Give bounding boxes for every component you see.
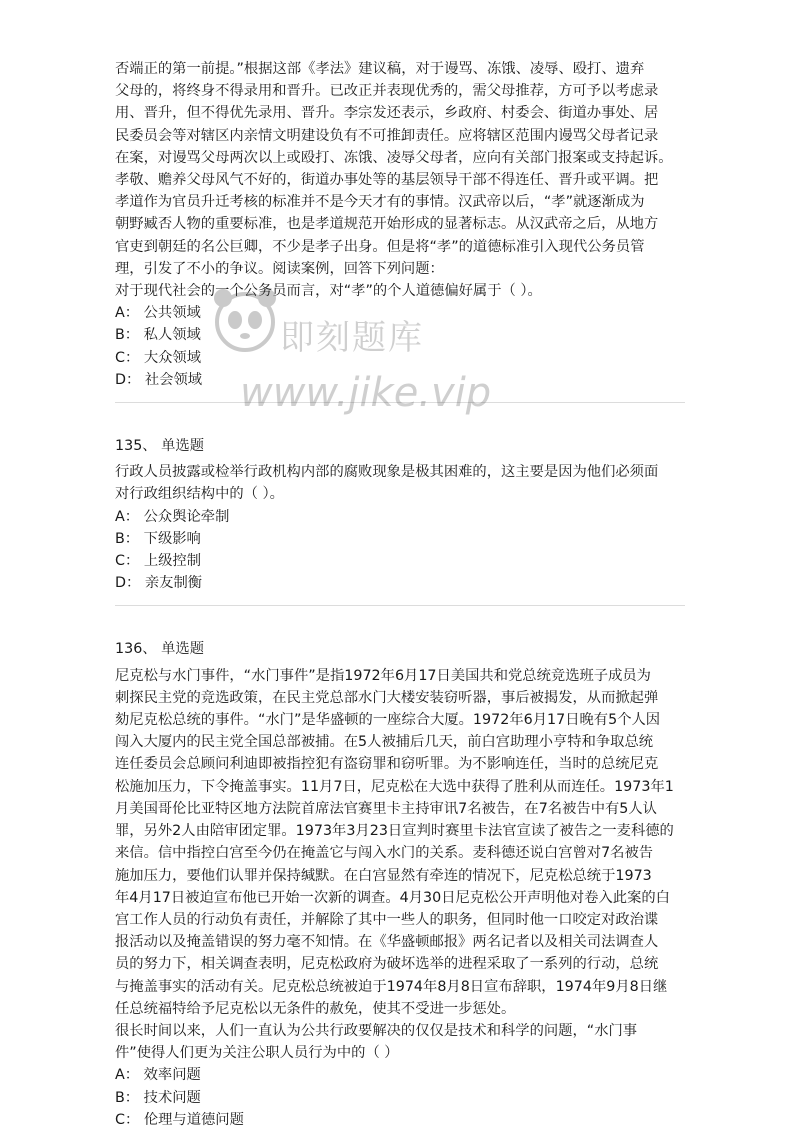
question-line: 与掩盖事实的活动有关。尼克松总统被迫于1974年8月8日宣布辞职，1974年9月8日继 xyxy=(115,978,668,995)
question-line: 施加压力，要他们认罪并保持缄默。在白宫显然有牵连的情况下，尼克松总统于1973 xyxy=(115,867,652,884)
option-text: 私人领域 xyxy=(143,327,201,344)
option-label: A： xyxy=(115,1067,140,1084)
passage-line: 在案，对谩骂父母两次以上或殴打、冻饿、凌辱父母者，应向有关部门报案或支持起诉。 xyxy=(115,149,673,166)
option-text: 大众领域 xyxy=(143,349,202,366)
question-header xyxy=(115,435,685,457)
question-line: 连任委员会总顾问利迪即被指控犯有盗窃罪和窃听罪。为不影响连任，当时的总统尼克 xyxy=(115,756,659,773)
option-c[interactable] xyxy=(115,1109,685,1131)
option-text: 公共领域 xyxy=(143,305,201,322)
option-label: B： xyxy=(115,530,140,547)
passage-line: 官吏到朝廷的名公巨卿，不少是孝子出身。但是将“孝”的道德标准引入现代公务员管 xyxy=(115,238,645,255)
option-label: A： xyxy=(115,508,140,525)
question-number: 136、 xyxy=(115,641,157,658)
question-stem: 对于现代社会的一个公务员而言，对“孝”的个人道德偏好属于（ ）。 xyxy=(115,283,542,300)
option-text: 上级控制 xyxy=(143,553,202,570)
question-type: 单选题 xyxy=(161,641,205,658)
passage-line: 父母的，将终身不得录用和晋升。已改正并表现优秀的，需父母推荐，方可予以考虑录 xyxy=(115,83,659,100)
passage-line: 用、晋升，但不得优先录用、晋升。李宗发还表示，乡政府、村委会、街道办事处、居 xyxy=(115,105,659,122)
option-c[interactable] xyxy=(115,550,685,572)
divider xyxy=(115,402,685,403)
exam-page xyxy=(115,58,685,1131)
question-line: 报活动以及掩盖错误的努力毫不知情。在《华盛顿邮报》两名记者以及相关司法调查人 xyxy=(115,934,659,951)
question-line: 尼克松与水门事件，“水门事件”是指1972年6月17日美国共和党总统竞选班子成员为 xyxy=(115,667,651,684)
option-text: 下级影响 xyxy=(143,530,201,547)
option-b[interactable] xyxy=(115,528,685,550)
passage-line: 民委员会等对辖区内亲情文明建设负有不可推卸责任。应将辖区范围内谩骂父母者记录 xyxy=(115,127,659,144)
option-label: D： xyxy=(115,575,141,592)
option-b[interactable] xyxy=(115,324,685,346)
option-text: 公众舆论牵制 xyxy=(143,508,230,525)
option-text: 社会领域 xyxy=(144,371,203,388)
question-line: 年4月17日被迫宣布他已开始一次新的调查。4月30日尼克松公开声明他对卷入此案的白 xyxy=(115,889,670,906)
option-d[interactable] xyxy=(115,369,685,391)
question-line: 对行政组织结构中的（ ）。 xyxy=(115,486,284,503)
passage-line: 否端正的第一前提。”根据这部《孝法》建议稿，对于谩骂、冻饿、凌辱、殴打、遗弃 xyxy=(115,61,645,77)
option-c[interactable] xyxy=(115,347,685,369)
option-text: 亲友制衡 xyxy=(144,575,203,592)
intro-passage xyxy=(115,58,685,391)
option-text: 伦理与道德问题 xyxy=(143,1111,244,1128)
option-text: 效率问题 xyxy=(143,1067,201,1084)
question-stem: 件”使得人们更为关注公职人员行为中的（ ） xyxy=(115,1045,399,1062)
question-header xyxy=(115,638,685,660)
question-line: 宫工作人员的行动负有责任，并解除了其中一些人的职务，但同时他一口咬定对政治谍 xyxy=(115,911,659,928)
passage-line: 孝道作为官员升迁考核的标准并不是今天才有的事情。汉武帝以后，“孝”就逐渐成为 xyxy=(115,194,645,211)
option-a[interactable] xyxy=(115,506,685,528)
passage-line: 朝野臧否人物的重要标准，也是孝道规范开始形成的显著标志。从汉武帝之后，从地方 xyxy=(115,216,659,233)
question-line: 员的努力下，相关调查表明，尼克松政府为破坏选举的进程采取了一系列的行动，总统 xyxy=(115,956,659,973)
option-label: B： xyxy=(115,1089,140,1106)
watermark-url: www.jike.vip xyxy=(240,370,492,416)
option-label: C： xyxy=(115,553,140,570)
question-136 xyxy=(115,638,685,1130)
question-line: 劾尼克松总统的事件。“水门”是华盛顿的一座综合大厦。1972年6月17日晚有5个人因 xyxy=(115,712,661,729)
option-label: C： xyxy=(115,1111,140,1128)
watermark-brand: 即刻题库 xyxy=(280,318,424,358)
option-label: A： xyxy=(115,305,140,322)
question-line: 月美国哥伦比亚特区地方法院首席法官赛里卡主持审讯7名被告，在7名被告中有5人认 xyxy=(115,800,657,817)
option-a[interactable] xyxy=(115,302,685,324)
question-stem: 很长时间以来，人们一直认为公共行政要解决的仅仅是技术和科学的问题，“水门事 xyxy=(115,1022,638,1039)
option-label: B： xyxy=(115,327,140,344)
question-line: 罪，另外2人由陪审团定罪。1973年3月23日宣判时赛里卡法官宣读了被告之一麦科德的 xyxy=(115,823,674,840)
question-number: 135、 xyxy=(115,438,157,455)
option-d[interactable] xyxy=(115,572,685,594)
passage-line: 理，引发了不小的争议。阅读案例，回答下列问题： xyxy=(115,260,444,277)
option-label: D： xyxy=(115,371,141,388)
question-line: 刺探民主党的竞选政策，在民主党总部水门大楼安装窃听器，事后被揭发，从而掀起弹 xyxy=(115,689,659,706)
question-line: 来信。信中指控白宫至今仍在掩盖它与闯入水门的关系。麦科德还说白宫曾对7名被告 xyxy=(115,845,654,862)
option-b[interactable] xyxy=(115,1087,685,1109)
question-line: 闯入大厦内的民主党全国总部被捕。在5人被捕后几天，前白宫助理小亨特和争取总统 xyxy=(115,734,654,751)
question-type: 单选题 xyxy=(161,438,205,455)
option-a[interactable] xyxy=(115,1064,685,1086)
option-text: 技术问题 xyxy=(143,1089,201,1106)
question-line: 任总统福特给予尼克松以无条件的赦免，使其不受进一步惩处。 xyxy=(115,1000,516,1017)
question-line: 行政人员披露或检举行政机构内部的腐败现象是极其困难的，这主要是因为他们必须面 xyxy=(115,464,659,481)
passage-line: 孝敬、赡养父母风气不好的，街道办事处等的基层领导干部不得连任、晋升或平调。把 xyxy=(115,172,659,189)
option-label: C： xyxy=(115,349,140,366)
question-135 xyxy=(115,435,685,594)
question-line: 松施加压力，下令掩盖事实。11月7日，尼克松在大选中获得了胜利从而连任。1973年1 xyxy=(115,778,674,795)
divider xyxy=(115,605,685,606)
